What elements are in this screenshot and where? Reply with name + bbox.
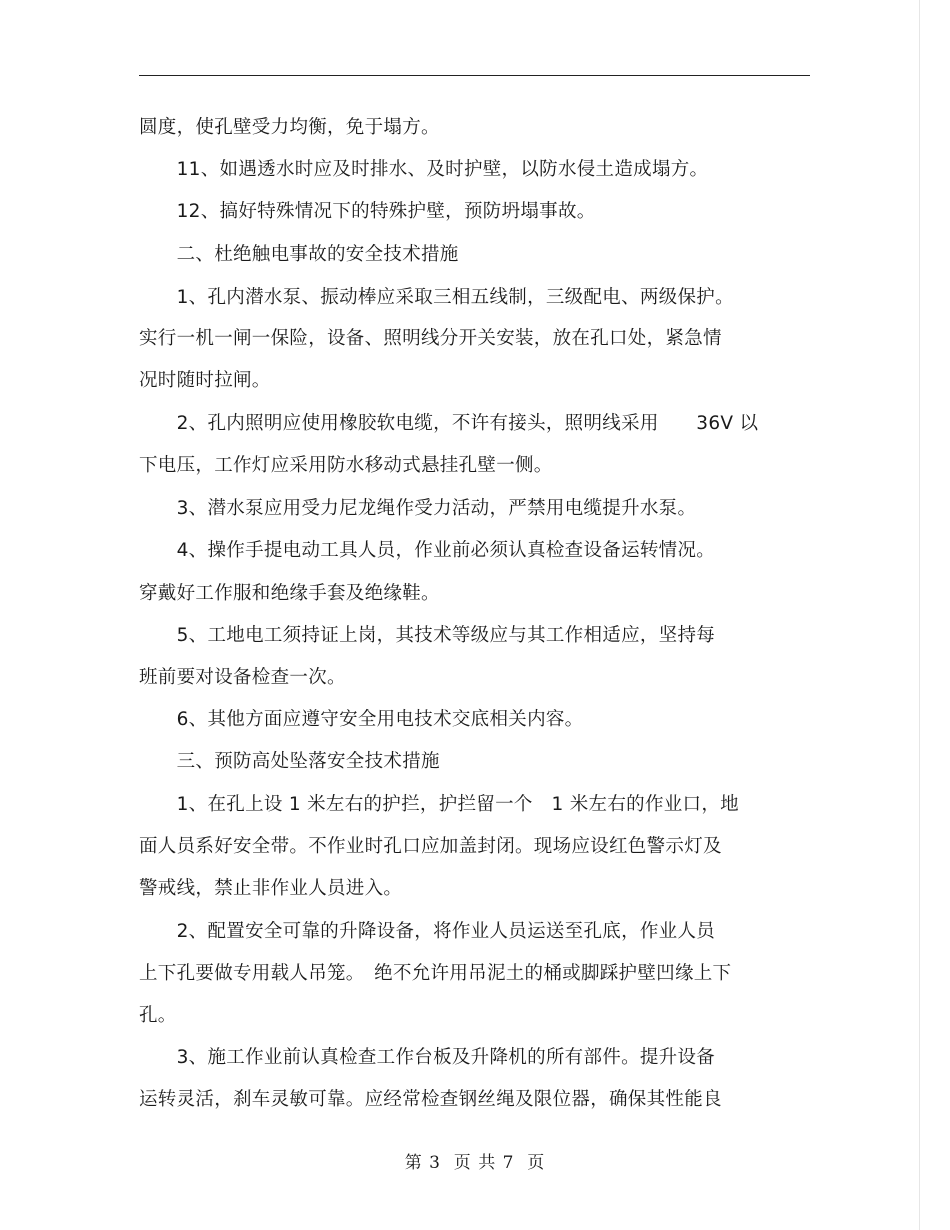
text-line: 圆度，使孔壁受力均衡，免于塌方。 [139, 117, 440, 138]
header-rule [139, 75, 810, 76]
text-line: 1、孔内潜水泵、振动棒应采取三相五线制，三级配电、两级保护。 [139, 287, 734, 308]
text-line: 11、如遇透水时应及时排水、及时护壁，以防水侵土造成塌方。 [139, 159, 709, 180]
text-line: 穿戴好工作服和绝缘手套及绝缘鞋。 [139, 583, 440, 604]
text-line: 1、在孔上设 1 米左右的护拦，护拦留一个 1 米左右的作业口，地 [139, 794, 739, 815]
text-line: 孔。 [139, 1005, 177, 1026]
text-line: 4、操作手提电动工具人员，作业前必须认真检查设备运转情况。 [139, 540, 716, 561]
text-line: 12、搞好特殊情况下的特殊护壁，预防坍塌事故。 [139, 201, 596, 222]
text-line: 面人员系好安全带。不作业时孔口应加盖封闭。现场应设红色警示灯及 [139, 836, 722, 857]
text-line: 3、潜水泵应用受力尼龙绳作受力活动，严禁用电缆提升水泵。 [139, 498, 697, 519]
text-line: 3、施工作业前认真检查工作台板及升降机的所有部件。提升设备 [139, 1047, 716, 1068]
text-line: 实行一机一闸一保险，设备、照明线分开关安装，放在孔口处，紧急情 [139, 328, 722, 349]
text-line: 警戒线，禁止非作业人员进入。 [139, 878, 403, 899]
text-line: 班前要对设备检查一次。 [139, 667, 346, 688]
section-heading: 二、杜绝触电事故的安全技术措施 [139, 244, 459, 265]
text-line: 6、其他方面应遵守安全用电技术交底相关内容。 [139, 709, 584, 730]
text-line: 5、工地电工须持证上岗，其技术等级应与其工作相适应，坚持每 [139, 625, 716, 646]
page-edge [919, 0, 920, 1230]
section-heading: 三、预防高处坠落安全技术措施 [139, 751, 440, 772]
page-footer: 第 3 页 共 7 页 [404, 1153, 546, 1173]
text-line: 2、孔内照明应使用橡胶软电缆，不许有接头，照明线采用 36V 以 [139, 413, 759, 434]
text-line: 况时随时拉闸。 [139, 370, 271, 391]
text-line: 2、配置安全可靠的升降设备，将作业人员运送至孔底，作业人员 [139, 921, 716, 942]
text-line: 运转灵活，刹车灵敏可靠。应经常检查钢丝绳及限位器，确保其性能良 [139, 1089, 722, 1110]
text-line: 上下孔要做专用载人吊笼。 绝不允许用吊泥土的桶或脚踩护壁凹缘上下 [139, 963, 732, 984]
text-line: 下电压，工作灯应采用防水移动式悬挂孔壁一侧。 [139, 455, 553, 476]
